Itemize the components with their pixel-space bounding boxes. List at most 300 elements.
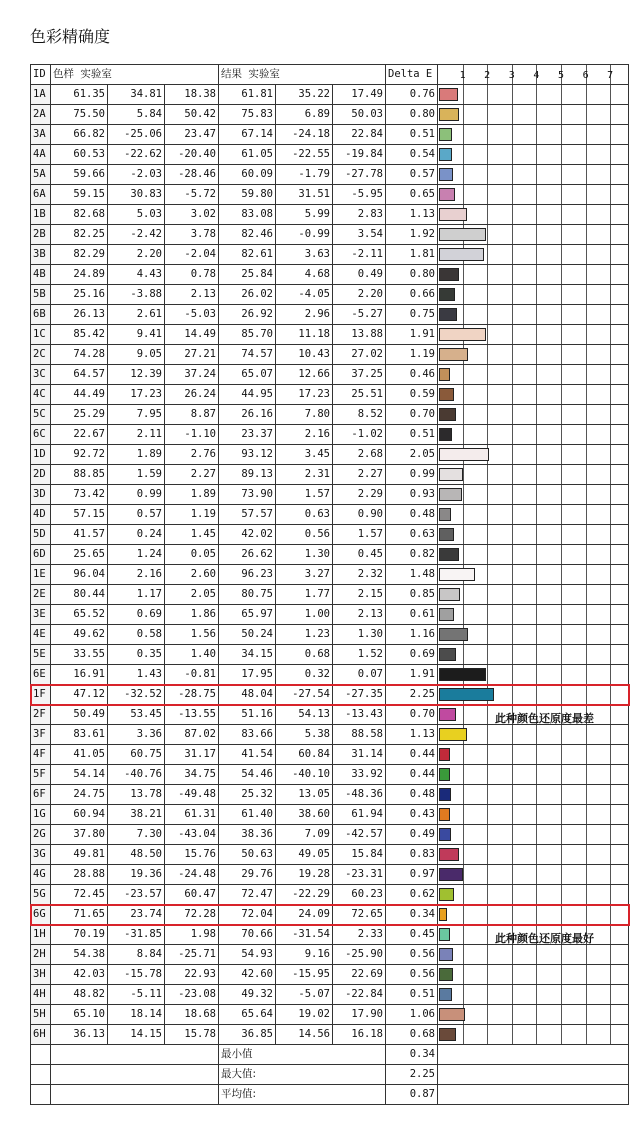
sample-lab-value: 74.28 — [51, 345, 108, 365]
sample-lab-value: -2.42 — [108, 225, 165, 245]
scale-gridline — [487, 585, 488, 604]
bar-area — [438, 625, 628, 644]
sample-lab-value: 22.93 — [165, 965, 219, 985]
scale-gridline — [610, 645, 611, 664]
result-lab-value: -42.57 — [333, 825, 386, 845]
patch-id: 3D — [31, 485, 51, 505]
scale-gridline — [536, 365, 537, 384]
scale-gridline — [487, 985, 488, 1004]
delta-e-bar — [439, 1008, 465, 1021]
delta-e-bar — [439, 508, 451, 521]
scale-gridline — [463, 605, 464, 624]
scale-gridline — [536, 825, 537, 844]
scale-gridline — [487, 945, 488, 964]
delta-e-bar — [439, 488, 462, 501]
bar-area — [438, 845, 628, 864]
sample-lab-value: 37.24 — [165, 365, 219, 385]
scale-gridline — [463, 305, 464, 324]
scale-gridline — [586, 565, 587, 584]
sample-lab-value: 16.91 — [51, 665, 108, 685]
table-row — [31, 845, 629, 865]
scale-gridline — [512, 405, 513, 424]
scale-gridline — [586, 305, 587, 324]
scale-gridline — [610, 605, 611, 624]
result-lab-value: -1.79 — [276, 165, 333, 185]
sample-lab-value: 0.24 — [108, 525, 165, 545]
summary-value: 0.87 — [386, 1085, 438, 1105]
sample-lab-value: 73.42 — [51, 485, 108, 505]
table-row — [31, 405, 629, 425]
result-lab-value: -15.95 — [276, 965, 333, 985]
delta-e-bar-cell — [438, 305, 629, 325]
patch-id: 5G — [31, 885, 51, 905]
patch-id: 1G — [31, 805, 51, 825]
sample-lab-value: 3.78 — [165, 225, 219, 245]
scale-gridline — [610, 1025, 611, 1044]
result-lab-value: -27.35 — [333, 685, 386, 705]
scale-gridline — [536, 485, 537, 504]
delta-e-bar-cell — [438, 505, 629, 525]
scale-gridline — [561, 85, 562, 104]
scale-gridline — [487, 185, 488, 204]
scale-gridline — [586, 125, 587, 144]
result-lab-value: 19.28 — [276, 865, 333, 885]
result-lab-value: 49.32 — [219, 985, 276, 1005]
scale-gridline — [512, 465, 513, 484]
sample-lab-value: -23.57 — [108, 885, 165, 905]
scale-gridline — [536, 225, 537, 244]
scale-gridline — [487, 465, 488, 484]
scale-gridline — [586, 85, 587, 104]
scale-gridline — [512, 725, 513, 744]
sample-lab-value: -15.78 — [108, 965, 165, 985]
sample-lab-value: -25.71 — [165, 945, 219, 965]
sample-lab-value: -40.76 — [108, 765, 165, 785]
scale-gridline — [586, 605, 587, 624]
sample-lab-value: 48.82 — [51, 985, 108, 1005]
table-row — [31, 1025, 629, 1045]
scale-gridline — [512, 625, 513, 644]
scale-gridline — [561, 845, 562, 864]
scale-gridline — [487, 145, 488, 164]
result-lab-value: 26.02 — [219, 285, 276, 305]
scale-gridline — [536, 145, 537, 164]
patch-id: 5E — [31, 645, 51, 665]
result-lab-value: 93.12 — [219, 445, 276, 465]
patch-id: 4H — [31, 985, 51, 1005]
table-row — [31, 185, 629, 205]
bar-area — [438, 125, 628, 144]
scale-gridline — [512, 985, 513, 1004]
sample-lab-value: 9.05 — [108, 345, 165, 365]
scale-gridline — [536, 585, 537, 604]
result-lab-value: -2.11 — [333, 245, 386, 265]
sample-lab-value: 96.04 — [51, 565, 108, 585]
delta-e-bar — [439, 728, 467, 741]
delta-e-bar-cell — [438, 485, 629, 505]
result-lab-value: 75.83 — [219, 105, 276, 125]
summary-row — [31, 1085, 629, 1105]
result-lab-value: 49.05 — [276, 845, 333, 865]
scale-gridline — [586, 165, 587, 184]
delta-e-value: 0.45 — [386, 925, 438, 945]
result-lab-value: 29.76 — [219, 865, 276, 885]
delta-e-bar-cell — [438, 565, 629, 585]
scale-gridline — [610, 205, 611, 224]
result-lab-value: 16.18 — [333, 1025, 386, 1045]
delta-e-value: 0.66 — [386, 285, 438, 305]
scale-gridline — [536, 625, 537, 644]
scale-gridline — [463, 165, 464, 184]
header-scale — [438, 65, 629, 85]
result-lab-value: 0.07 — [333, 665, 386, 685]
scale-gridline — [561, 525, 562, 544]
delta-e-bar — [439, 268, 459, 281]
scale-gridline — [463, 825, 464, 844]
sample-lab-value: -43.04 — [165, 825, 219, 845]
delta-e-value: 0.57 — [386, 165, 438, 185]
delta-e-bar-cell — [438, 885, 629, 905]
sample-lab-value: 7.95 — [108, 405, 165, 425]
table-row — [31, 225, 629, 245]
sample-lab-value: -23.08 — [165, 985, 219, 1005]
scale-gridline — [586, 805, 587, 824]
result-lab-value: -0.99 — [276, 225, 333, 245]
scale-gridline — [512, 505, 513, 524]
table-row — [31, 985, 629, 1005]
delta-e-value: 0.49 — [386, 825, 438, 845]
sample-lab-value: 60.53 — [51, 145, 108, 165]
scale-gridline — [610, 85, 611, 104]
scale-gridline — [610, 565, 611, 584]
scale-gridline — [561, 825, 562, 844]
result-lab-value: 36.85 — [219, 1025, 276, 1045]
scale-gridline — [561, 405, 562, 424]
delta-e-value: 0.68 — [386, 1025, 438, 1045]
scale-gridline — [512, 785, 513, 804]
result-lab-value: 4.68 — [276, 265, 333, 285]
scale-gridline — [487, 625, 488, 644]
delta-e-bar-cell — [438, 265, 629, 285]
header-id: ID — [31, 65, 51, 85]
bar-area — [438, 725, 628, 744]
delta-e-bar-cell — [438, 825, 629, 845]
scale-gridline — [561, 805, 562, 824]
scale-gridline — [463, 125, 464, 144]
scale-gridline — [512, 325, 513, 344]
result-lab-value: 65.64 — [219, 1005, 276, 1025]
sample-lab-value: 82.25 — [51, 225, 108, 245]
result-lab-value: 82.46 — [219, 225, 276, 245]
result-lab-value: 2.96 — [276, 305, 333, 325]
scale-gridline — [512, 445, 513, 464]
table-row — [31, 385, 629, 405]
bar-area — [438, 885, 628, 904]
delta-e-value: 0.63 — [386, 525, 438, 545]
scale-gridline — [463, 405, 464, 424]
result-lab-value: 23.37 — [219, 425, 276, 445]
scale-gridline — [463, 505, 464, 524]
sample-lab-value: 2.16 — [108, 565, 165, 585]
patch-id: 2F — [31, 705, 51, 725]
scale-gridline — [512, 885, 513, 904]
delta-e-bar-cell — [438, 145, 629, 165]
scale-gridline — [586, 765, 587, 784]
scale-gridline — [463, 145, 464, 164]
scale-gridline — [463, 385, 464, 404]
result-lab-value: 1.52 — [333, 645, 386, 665]
patch-id: 1C — [31, 325, 51, 345]
table-row — [31, 565, 629, 585]
delta-e-value: 1.13 — [386, 205, 438, 225]
scale-gridline — [512, 485, 513, 504]
scale-gridline — [512, 305, 513, 324]
table-row — [31, 945, 629, 965]
delta-e-bar-cell — [438, 625, 629, 645]
scale-gridline — [463, 425, 464, 444]
delta-e-bar — [439, 228, 486, 241]
delta-e-bar-cell — [438, 85, 629, 105]
result-lab-value: 42.60 — [219, 965, 276, 985]
delta-e-value: 0.85 — [386, 585, 438, 605]
result-lab-value: 27.02 — [333, 345, 386, 365]
scale-gridline — [586, 485, 587, 504]
table-row — [31, 665, 629, 685]
scale-gridline — [610, 185, 611, 204]
sample-lab-value: -32.52 — [108, 685, 165, 705]
sample-lab-value: 0.69 — [108, 605, 165, 625]
result-lab-value: -24.18 — [276, 125, 333, 145]
scale-gridline — [561, 165, 562, 184]
bar-area — [438, 765, 628, 784]
table-row — [31, 205, 629, 225]
bar-area — [438, 965, 628, 984]
scale-gridline — [463, 785, 464, 804]
scale-gridline — [512, 585, 513, 604]
result-lab-value: 3.54 — [333, 225, 386, 245]
sample-lab-value: 38.21 — [108, 805, 165, 825]
delta-e-value: 2.25 — [386, 685, 438, 705]
delta-e-bar — [439, 648, 456, 661]
sample-lab-value: 1.98 — [165, 925, 219, 945]
scale-gridline — [610, 485, 611, 504]
sample-lab-value: 54.38 — [51, 945, 108, 965]
sample-lab-value: 71.65 — [51, 905, 108, 925]
delta-e-value: 0.48 — [386, 785, 438, 805]
delta-e-bar-cell — [438, 325, 629, 345]
sample-lab-value: 18.14 — [108, 1005, 165, 1025]
sample-lab-value: -1.10 — [165, 425, 219, 445]
summary-row — [31, 1065, 629, 1085]
sample-lab-value: 1.56 — [165, 625, 219, 645]
summary-blank — [51, 1045, 219, 1065]
delta-e-bar — [439, 928, 450, 941]
scale-gridline — [536, 1025, 537, 1044]
sample-lab-value: 2.61 — [108, 305, 165, 325]
scale-gridline — [487, 285, 488, 304]
scale-gridline — [463, 705, 464, 724]
scale-gridline — [463, 265, 464, 284]
delta-e-value: 1.81 — [386, 245, 438, 265]
delta-e-bar — [439, 888, 454, 901]
scale-gridline — [463, 1025, 464, 1044]
patch-id: 1F — [31, 685, 51, 705]
delta-e-value: 0.51 — [386, 425, 438, 445]
delta-e-value: 0.59 — [386, 385, 438, 405]
scale-gridline — [487, 965, 488, 984]
delta-e-value: 0.83 — [386, 845, 438, 865]
result-lab-value: 22.84 — [333, 125, 386, 145]
scale-gridline — [512, 285, 513, 304]
result-lab-value: 3.63 — [276, 245, 333, 265]
scale-gridline — [536, 325, 537, 344]
table-row — [31, 885, 629, 905]
sample-lab-value: -13.55 — [165, 705, 219, 725]
patch-id: 3F — [31, 725, 51, 745]
scale-gridline — [487, 85, 488, 104]
delta-e-bar — [439, 748, 450, 761]
sample-lab-value: -22.62 — [108, 145, 165, 165]
scale-gridline — [586, 245, 587, 264]
result-lab-value: 38.36 — [219, 825, 276, 845]
scale-gridline — [487, 805, 488, 824]
table-row — [31, 525, 629, 545]
scale-gridline — [586, 845, 587, 864]
scale-gridline — [487, 565, 488, 584]
patch-id: 4E — [31, 625, 51, 645]
scale-gridline — [561, 365, 562, 384]
delta-e-bar — [439, 448, 489, 461]
scale-gridline — [463, 985, 464, 1004]
delta-e-bar-cell — [438, 225, 629, 245]
delta-e-bar — [439, 628, 468, 641]
scale-gridline — [536, 885, 537, 904]
scale-gridline — [610, 585, 611, 604]
result-lab-value: 70.66 — [219, 925, 276, 945]
scale-gridline — [586, 525, 587, 544]
sample-lab-value: 28.88 — [51, 865, 108, 885]
scale-gridline — [536, 425, 537, 444]
sample-lab-value: 82.68 — [51, 205, 108, 225]
sample-lab-value: -28.46 — [165, 165, 219, 185]
scale-gridline — [610, 945, 611, 964]
bar-area — [438, 285, 628, 304]
sample-lab-value: 1.59 — [108, 465, 165, 485]
result-lab-value: 60.09 — [219, 165, 276, 185]
header-result-lab: 结果 实验室 — [219, 65, 386, 85]
scale-gridline — [536, 665, 537, 684]
result-lab-value: 96.23 — [219, 565, 276, 585]
summary-blank — [31, 1065, 51, 1085]
result-lab-value: 38.60 — [276, 805, 333, 825]
scale-gridline — [610, 445, 611, 464]
result-lab-value: -22.29 — [276, 885, 333, 905]
patch-id: 4F — [31, 745, 51, 765]
scale-gridline — [512, 365, 513, 384]
summary-blank — [438, 1065, 629, 1085]
scale-gridline — [512, 965, 513, 984]
scale-gridline — [512, 385, 513, 404]
bar-area — [438, 825, 628, 844]
sample-lab-value: 44.49 — [51, 385, 108, 405]
header-delta-e: Delta E — [386, 65, 438, 85]
result-lab-value: 50.63 — [219, 845, 276, 865]
scale-gridline — [561, 105, 562, 124]
result-lab-value: 25.51 — [333, 385, 386, 405]
table-row — [31, 1005, 629, 1025]
bar-area — [438, 985, 628, 1004]
sample-lab-value: 33.55 — [51, 645, 108, 665]
result-lab-value: -5.95 — [333, 185, 386, 205]
scale-gridline — [586, 345, 587, 364]
delta-e-value: 0.93 — [386, 485, 438, 505]
delta-e-bar — [439, 788, 451, 801]
bar-area — [438, 565, 628, 584]
scale-gridline — [610, 765, 611, 784]
sample-lab-value: -20.40 — [165, 145, 219, 165]
scale-gridline — [610, 825, 611, 844]
summary-blank — [51, 1085, 219, 1105]
best-highlight-box — [30, 904, 630, 926]
scale-gridline — [536, 605, 537, 624]
scale-gridline — [536, 1005, 537, 1024]
sample-lab-value: 70.19 — [51, 925, 108, 945]
result-lab-value: 83.66 — [219, 725, 276, 745]
scale-gridline — [487, 505, 488, 524]
scale-gridline — [487, 165, 488, 184]
result-lab-value: 57.57 — [219, 505, 276, 525]
patch-id: 6H — [31, 1025, 51, 1045]
delta-e-value: 0.97 — [386, 865, 438, 885]
sample-lab-value: 50.42 — [165, 105, 219, 125]
result-lab-value: -40.10 — [276, 765, 333, 785]
bar-area — [438, 205, 628, 224]
result-lab-value: 31.14 — [333, 745, 386, 765]
bar-area — [438, 365, 628, 384]
bar-area — [438, 745, 628, 764]
table-row — [31, 505, 629, 525]
table-row — [31, 265, 629, 285]
delta-e-bar-cell — [438, 125, 629, 145]
scale-gridline — [610, 925, 611, 944]
result-lab-value: 14.56 — [276, 1025, 333, 1045]
patch-id: 1A — [31, 85, 51, 105]
delta-e-bar — [439, 428, 452, 441]
delta-e-bar — [439, 668, 486, 681]
scale-gridline — [610, 745, 611, 764]
sample-lab-value: 31.17 — [165, 745, 219, 765]
table-row — [31, 345, 629, 365]
scale-gridline — [512, 665, 513, 684]
delta-e-bar-cell — [438, 245, 629, 265]
scale-gridline — [512, 805, 513, 824]
scale-gridline — [610, 245, 611, 264]
worst-note: 此种颜色还原度最差 — [495, 711, 594, 725]
scale-gridline — [512, 845, 513, 864]
patch-id: 6F — [31, 785, 51, 805]
patch-id: 2E — [31, 585, 51, 605]
scale-gridline — [561, 325, 562, 344]
scale-gridline — [586, 725, 587, 744]
delta-e-bar-cell — [438, 465, 629, 485]
delta-e-bar-cell — [438, 545, 629, 565]
scale-gridline — [561, 225, 562, 244]
scale-gridline — [586, 225, 587, 244]
sample-lab-value: 18.38 — [165, 85, 219, 105]
sample-lab-value: 2.05 — [165, 585, 219, 605]
result-lab-value: 17.49 — [333, 85, 386, 105]
delta-e-value: 1.16 — [386, 625, 438, 645]
